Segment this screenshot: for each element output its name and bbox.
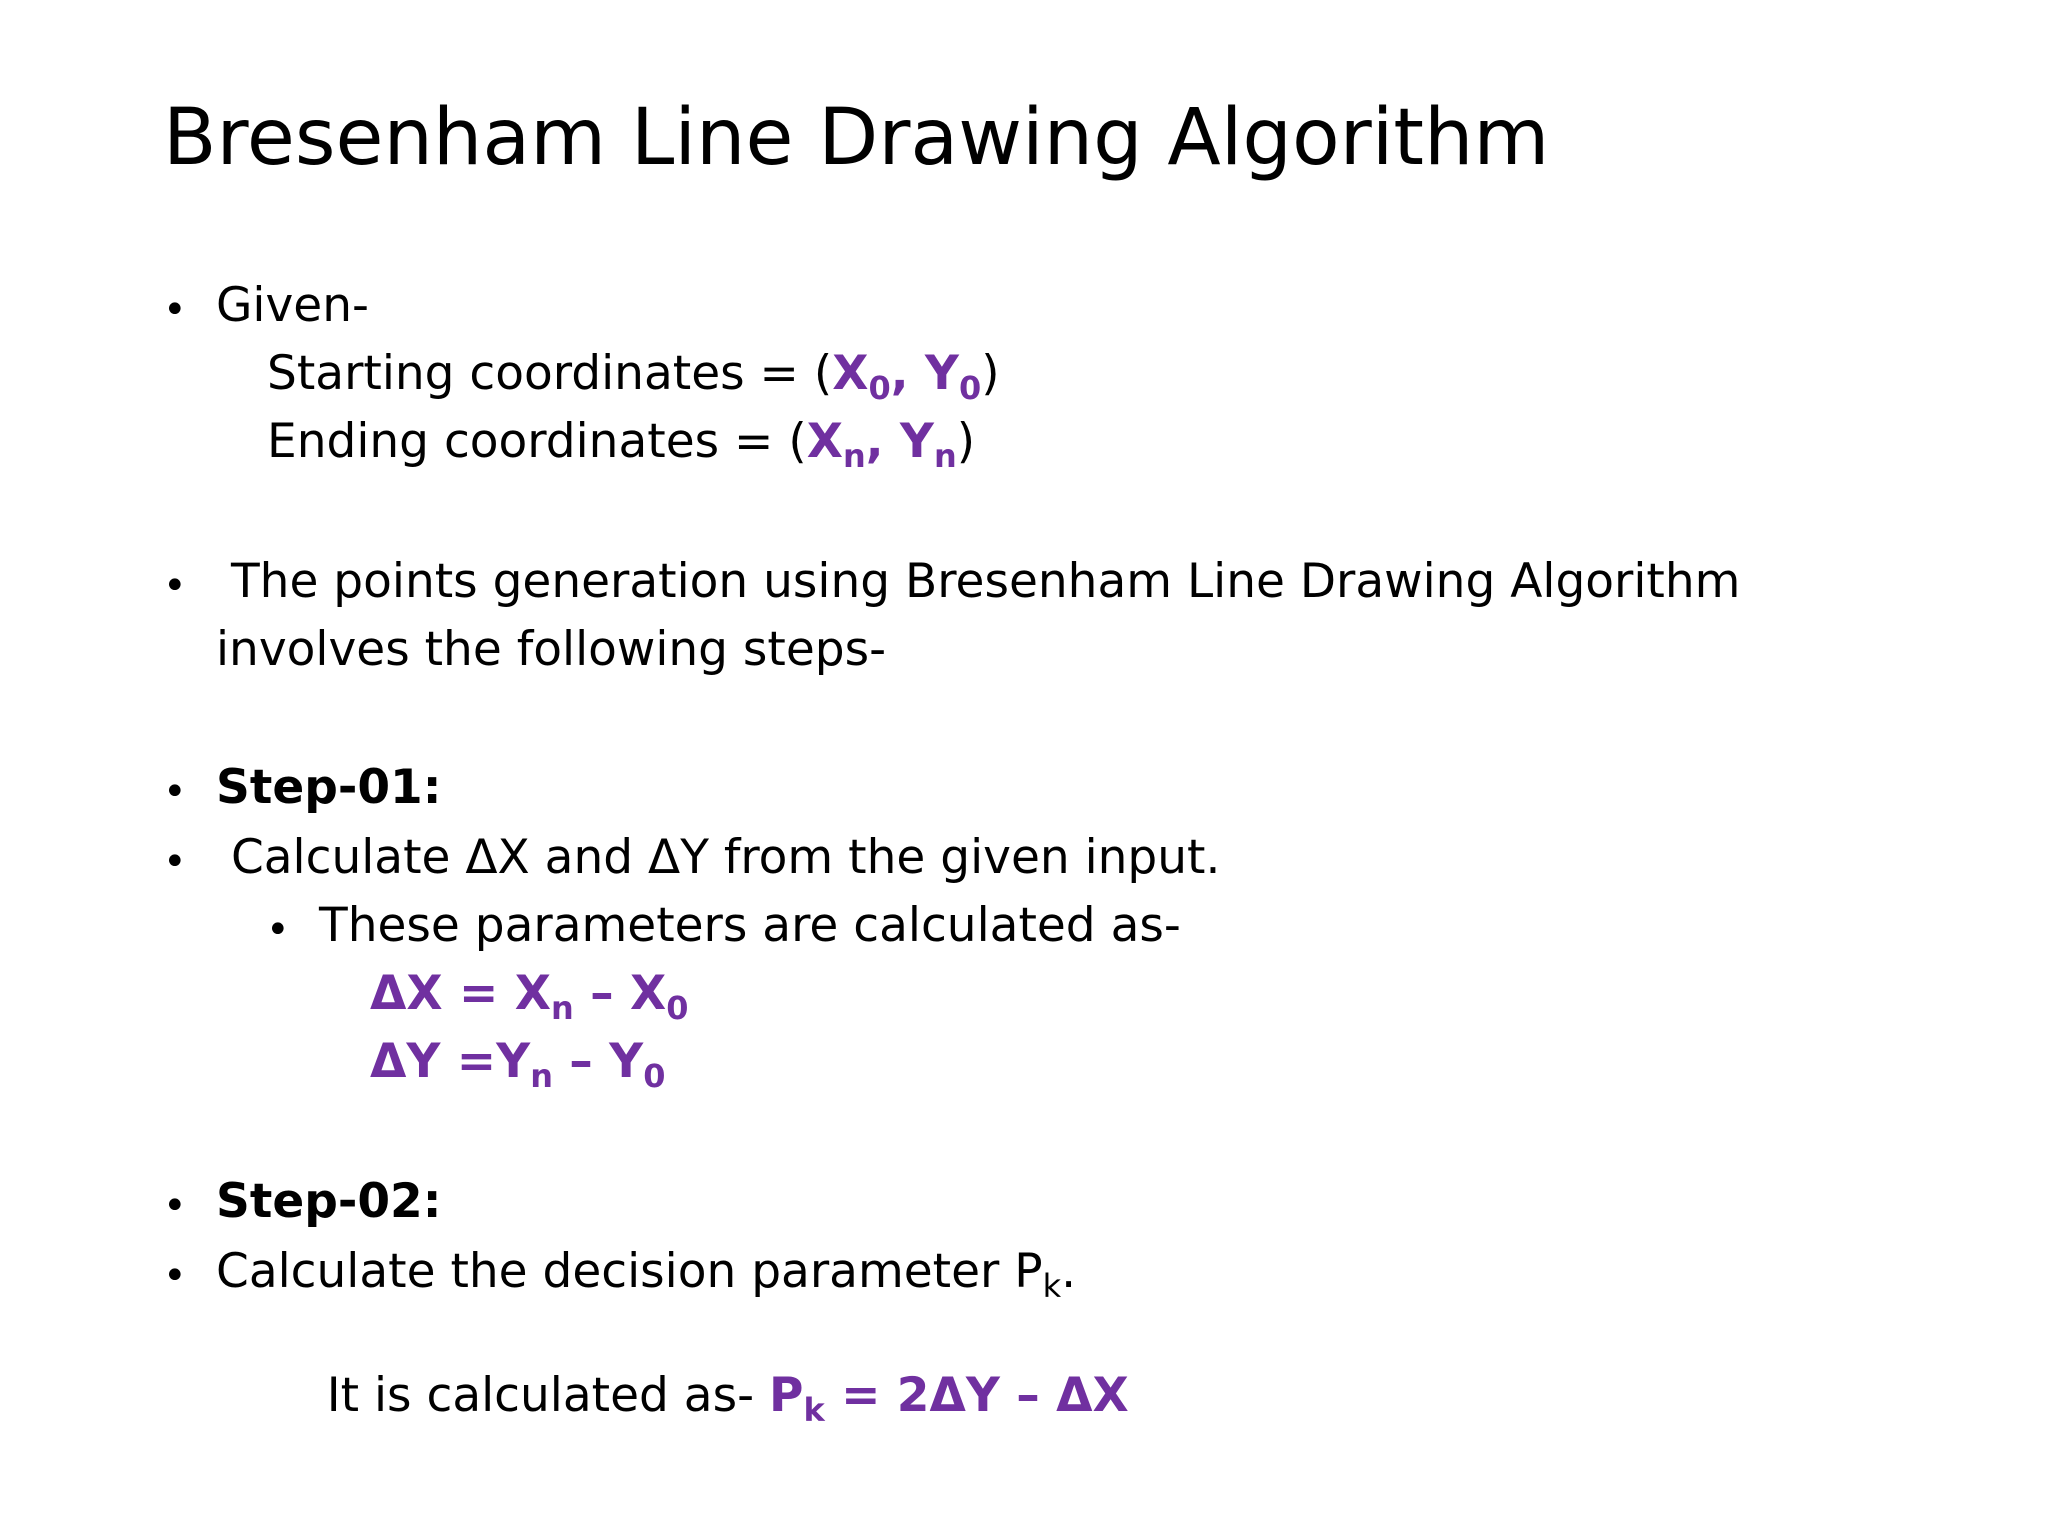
step-01-sub-bullet: These parameters are calculated as- (319, 898, 1181, 953)
intro-line-1: The points generation using Bresenham Line Drawing Algorithm (216, 554, 1741, 609)
delta-y-formula: $\Delta Y =Y_n - Y_0$ (370, 1034, 666, 1096)
end-xy: $X_n$, $Y_n$ (806, 414, 957, 476)
step-02-calc-line (267, 1312, 1129, 1481)
intro-line-2: involves the following steps- (216, 622, 887, 677)
bullet-icon: • (163, 1183, 187, 1229)
slide-title: Bresenham Line Drawing Algorithm (163, 93, 1550, 183)
starting-coordinates-line (267, 346, 1000, 408)
bullet-icon: • (163, 287, 187, 333)
start-x: $X_0$, $Y_0$ (832, 346, 982, 408)
step-01-text: Calculate ΔX and ΔY from the given input. (216, 830, 1221, 885)
bullet-icon: • (163, 839, 187, 885)
given-label: Given- (216, 278, 369, 333)
step-02-text: Calculate the decision parameter $P_k$. (216, 1244, 1077, 1306)
decision-parameter-formula: $P_k = 2\Delta Y - \Delta X$ (768, 1368, 1129, 1430)
step-02-heading: Step-02: (216, 1174, 442, 1229)
step-01-heading: Step-01: (216, 760, 442, 815)
bullet-icon: • (163, 563, 187, 609)
step-02-calc-prefix: It is calculated as- (326, 1368, 769, 1424)
ending-coordinates-suffix: ) (956, 414, 976, 469)
starting-coordinates-prefix: Starting coordinates = ( (267, 346, 833, 401)
ending-coordinates-prefix: Ending coordinates = ( (267, 414, 807, 469)
sub-bullet-icon: • (266, 907, 290, 953)
starting-coordinates-suffix: ) (981, 346, 1000, 401)
ending-coordinates-line (267, 414, 976, 476)
bullet-icon: • (163, 1253, 187, 1299)
bullet-icon: • (163, 769, 187, 815)
delta-x-formula: $\Delta X = X_n - X_0$ (370, 966, 689, 1028)
